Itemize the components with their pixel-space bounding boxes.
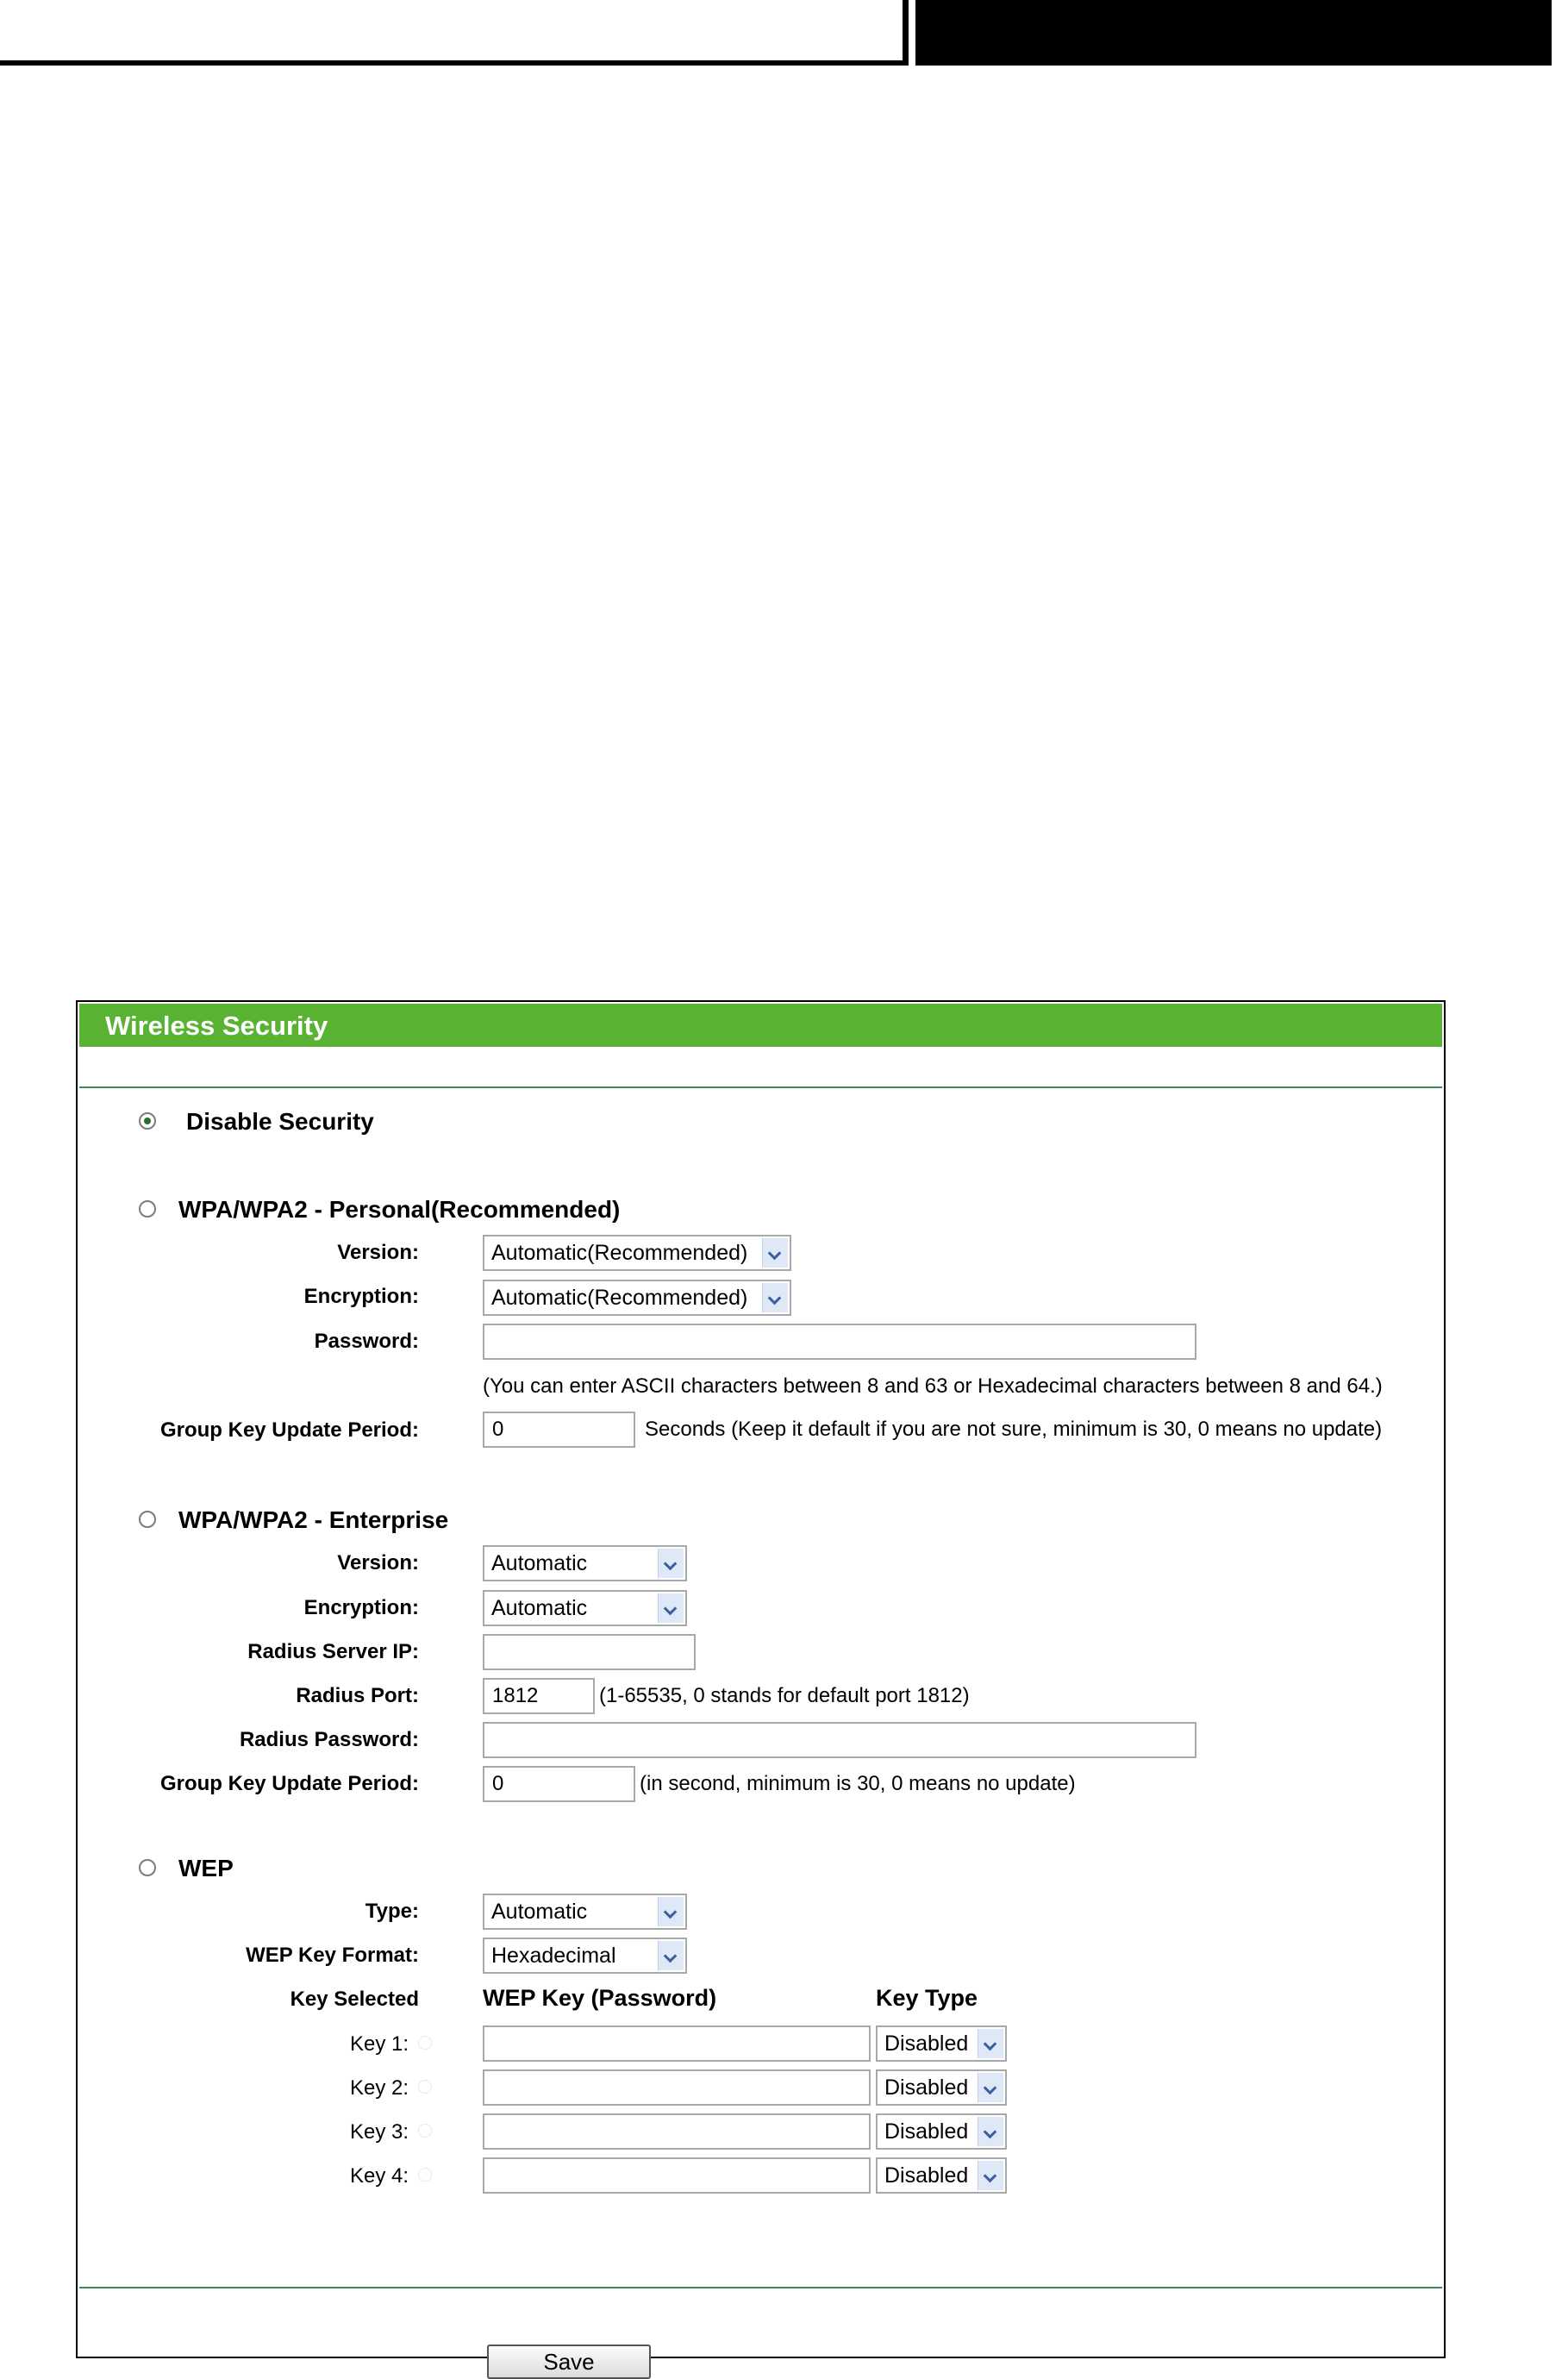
- radius-port-hint: (1-65535, 0 stands for default port 1812): [599, 1684, 970, 1707]
- chevron-down-icon: [762, 1238, 788, 1268]
- col-key-selected: Key Selected: [290, 1988, 419, 2011]
- key-3-type-value: Disabled: [884, 2119, 969, 2144]
- key-2-type-select[interactable]: [876, 2069, 1007, 2106]
- enterprise-version-select[interactable]: [483, 1545, 687, 1581]
- wpa-enterprise-label: WPA/WPA2 - Enterprise: [178, 1506, 449, 1533]
- personal-password-hint: (You can enter ASCII characters between 8 and 63 or Hexadecimal characters between 8 and 64.): [483, 1374, 1383, 1398]
- key-4-type-value: Disabled: [884, 2163, 969, 2188]
- personal-version-value: Automatic(Recommended): [491, 1241, 748, 1265]
- col-wep-key: WEP Key (Password): [483, 1985, 717, 2011]
- wpa-enterprise-radio[interactable]: [139, 1511, 156, 1528]
- personal-encryption-label: Encryption:: [303, 1285, 419, 1308]
- enterprise-gkup-input[interactable]: 0: [483, 1766, 635, 1802]
- wep-format-select[interactable]: [483, 1938, 687, 1974]
- wpa-personal-radio[interactable]: [139, 1200, 156, 1218]
- key-3-type-select[interactable]: [876, 2113, 1007, 2150]
- disable-security-radio[interactable]: [139, 1112, 156, 1130]
- chevron-down-icon: [658, 1549, 684, 1578]
- chevron-down-icon: [658, 1593, 684, 1623]
- key-3-input[interactable]: [483, 2113, 871, 2150]
- radius-password-input[interactable]: [483, 1722, 1196, 1758]
- wep-format-label: WEP Key Format:: [246, 1944, 419, 1967]
- key-3-label: Key 3:: [350, 2120, 409, 2144]
- enterprise-gkup-hint: (in second, minimum is 30, 0 means no update): [640, 1772, 1076, 1795]
- personal-version-select[interactable]: [483, 1235, 791, 1271]
- wep-type-label: Type:: [365, 1900, 419, 1923]
- header-bar-divider: [906, 0, 918, 66]
- enterprise-encryption-value: Automatic: [491, 1596, 588, 1620]
- key-2-type-value: Disabled: [884, 2075, 969, 2100]
- header-bar-end: [1549, 0, 1568, 66]
- header-black-bar: [903, 0, 1568, 66]
- wep-type-select[interactable]: [483, 1894, 687, 1930]
- chevron-down-icon: [658, 1897, 684, 1926]
- key-1-type-select[interactable]: [876, 2025, 1007, 2062]
- key-4-select-radio[interactable]: [418, 2168, 432, 2182]
- enterprise-version-value: Automatic: [491, 1551, 588, 1575]
- save-button[interactable]: Save: [487, 2345, 651, 2379]
- key-1-input[interactable]: [483, 2025, 871, 2062]
- wireless-security-panel: [76, 1000, 1446, 2375]
- personal-gkup-label: Group Key Update Period:: [159, 1418, 419, 1442]
- personal-encryption-select[interactable]: [483, 1280, 791, 1316]
- chevron-down-icon: [762, 1283, 788, 1312]
- header-rule: [0, 60, 905, 66]
- chevron-down-icon: [978, 2161, 1003, 2190]
- key-1-type-value: Disabled: [884, 2032, 969, 2056]
- personal-version-label: Version:: [337, 1241, 419, 1264]
- personal-gkup-hint: Seconds (Keep it default if you are not sure, minimum is 30, 0 means no update): [645, 1418, 1383, 1441]
- wep-type-value: Automatic: [491, 1900, 588, 1924]
- radius-port-label: Radius Port:: [296, 1684, 419, 1707]
- key-1-label: Key 1:: [350, 2032, 409, 2056]
- radius-ip-label: Radius Server IP:: [247, 1640, 419, 1663]
- wpa-personal-label: WPA/WPA2 - Personal(Recommended): [178, 1196, 621, 1223]
- key-4-input[interactable]: [483, 2157, 871, 2194]
- key-2-input[interactable]: [483, 2069, 871, 2106]
- personal-password-input[interactable]: [483, 1324, 1196, 1360]
- bottom-separator: [79, 2287, 1442, 2288]
- enterprise-encryption-select[interactable]: [483, 1590, 687, 1626]
- personal-gkup-input[interactable]: 0: [483, 1412, 635, 1448]
- key-3-select-radio[interactable]: [418, 2124, 432, 2138]
- disable-security-label: Disable Security: [186, 1108, 374, 1135]
- wep-radio[interactable]: [139, 1859, 156, 1876]
- radius-password-label: Radius Password:: [239, 1728, 419, 1751]
- key-4-type-select[interactable]: [876, 2157, 1007, 2194]
- wep-label: WEP: [178, 1855, 234, 1881]
- panel-title: Wireless Security: [105, 1011, 328, 1041]
- chevron-down-icon: [978, 2117, 1003, 2146]
- enterprise-version-label: Version:: [337, 1551, 419, 1575]
- key-2-label: Key 2:: [350, 2076, 409, 2100]
- key-1-select-radio[interactable]: [418, 2036, 432, 2050]
- top-separator: [79, 1086, 1442, 1088]
- panel-title-bar: [79, 1004, 1442, 1047]
- wep-format-value: Hexadecimal: [491, 1944, 616, 1968]
- key-4-label: Key 4:: [350, 2164, 409, 2188]
- enterprise-encryption-label: Encryption:: [303, 1596, 419, 1619]
- personal-password-label: Password:: [314, 1330, 419, 1353]
- personal-encryption-value: Automatic(Recommended): [491, 1286, 748, 1310]
- chevron-down-icon: [978, 2073, 1003, 2102]
- chevron-down-icon: [658, 1941, 684, 1970]
- radius-ip-input[interactable]: [483, 1634, 696, 1670]
- col-key-type: Key Type: [876, 1985, 978, 2011]
- chevron-down-icon: [978, 2029, 1003, 2058]
- key-2-select-radio[interactable]: [418, 2080, 432, 2094]
- radius-port-input[interactable]: 1812: [483, 1678, 595, 1714]
- enterprise-gkup-label: Group Key Update Period:: [159, 1772, 419, 1795]
